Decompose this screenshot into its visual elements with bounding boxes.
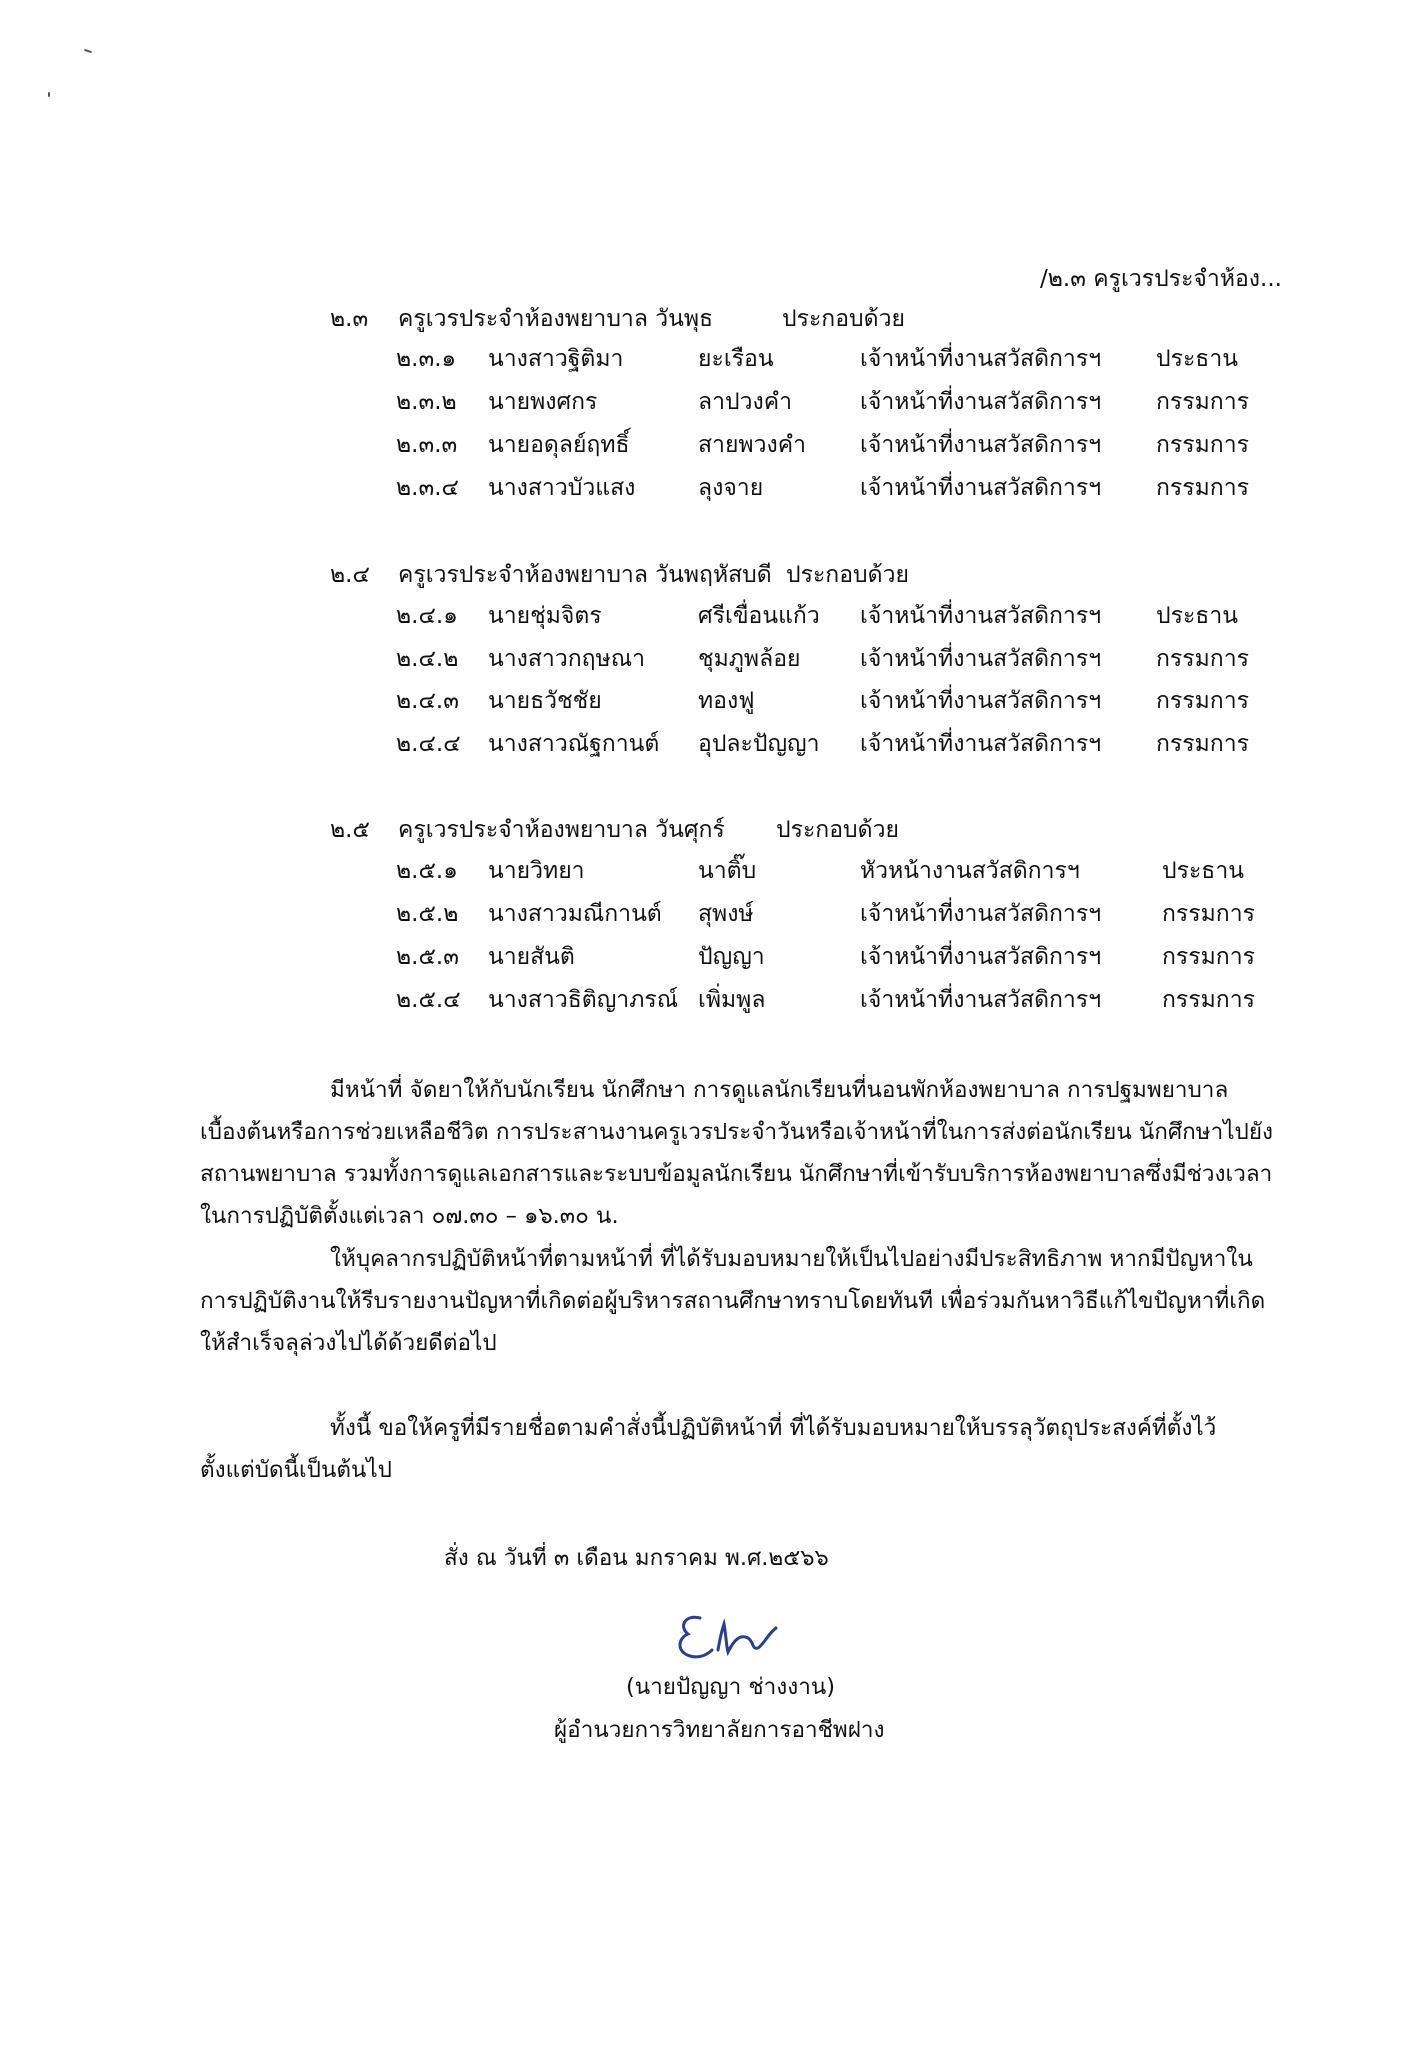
member-position: เจ้าหน้าที่งานสวัสดิการฯ: [860, 346, 1102, 372]
member-surname: ศรีเขื่อนแก้ว: [698, 603, 820, 629]
member-number: ๒.๔.๔: [396, 731, 461, 757]
member-role: ประธาน: [1162, 858, 1244, 884]
member-role: กรรมการ: [1156, 389, 1249, 415]
member-name: นายอดุลย์ฤทธิ์: [488, 432, 630, 458]
member-position: เจ้าหน้าที่งานสวัสดิการฯ: [860, 603, 1102, 629]
member-position: เจ้าหน้าที่งานสวัสดิการฯ: [860, 944, 1102, 970]
paragraph-line: ตั้งแต่บัดนี้เป็นต้นไป: [200, 1457, 392, 1483]
member-role: กรรมการ: [1162, 901, 1255, 927]
member-role: ประธาน: [1156, 346, 1238, 372]
member-position: เจ้าหน้าที่งานสวัสดิการฯ: [860, 987, 1102, 1013]
member-role: กรรมการ: [1162, 944, 1255, 970]
section-composed: ประกอบด้วย: [786, 562, 909, 588]
section-number: ๒.๕: [330, 817, 370, 843]
member-number: ๒.๕.๔: [396, 987, 461, 1013]
section-number: ๒.๓: [330, 306, 369, 332]
member-name: นายสันติ: [488, 944, 575, 970]
member-position: เจ้าหน้าที่งานสวัสดิการฯ: [860, 901, 1102, 927]
scan-speck: [48, 92, 50, 97]
member-name: นางสาวกฤษณา: [488, 646, 646, 672]
member-surname: สายพวงคำ: [698, 432, 807, 458]
member-number: ๒.๔.๓: [396, 688, 459, 714]
member-surname: ทองฟู: [698, 688, 755, 714]
member-number: ๒.๕.๑: [396, 858, 458, 884]
paragraph-line: การปฏิบัติงานให้รีบรายงานปัญหาที่เกิดต่อผู้บริหารสถานศึกษาทราบโดยทันที เพื่อร่วมกันหาวิธีแก้ไขปัญหาที่เกิด: [200, 1288, 1266, 1314]
member-name: นายวิทยา: [488, 858, 585, 884]
member-role: กรรมการ: [1156, 688, 1249, 714]
scan-speck: [84, 49, 92, 53]
section-title: ครูเวรประจำห้องพยาบาล วันพุธ: [398, 306, 714, 332]
paragraph-line: มีหน้าที่ จัดยาให้กับนักเรียน นักศึกษา การดูแลนักเรียนที่นอนพักห้องพยาบาล การปฐมพยาบาล: [330, 1077, 1229, 1103]
paragraph-line: ในการปฏิบัติตั้งแต่เวลา ๐๗.๓๐ – ๑๖.๓๐ น.: [200, 1203, 619, 1229]
paragraph-line: ให้สำเร็จลุล่วงไปได้ด้วยดีต่อไป: [200, 1330, 497, 1356]
member-role: ประธาน: [1156, 603, 1238, 629]
member-number: ๒.๓.๒: [396, 389, 457, 415]
continuation-note: /๒.๓ ครูเวรประจำห้อง...: [1040, 266, 1282, 292]
section-composed: ประกอบด้วย: [776, 817, 899, 843]
member-name: นางสาวณัฐกานต์: [488, 731, 660, 757]
member-number: ๒.๕.๒: [396, 901, 459, 927]
member-role: กรรมการ: [1156, 731, 1249, 757]
member-name: นายชุ่มจิตร: [488, 603, 602, 629]
member-position: เจ้าหน้าที่งานสวัสดิการฯ: [860, 389, 1102, 415]
member-name: นางสาวธิติญาภรณ์: [488, 987, 679, 1013]
member-surname: อุปละปัญญา: [698, 731, 820, 757]
section-composed: ประกอบด้วย: [782, 306, 905, 332]
member-name: นางสาวฐิติมา: [488, 346, 624, 372]
member-surname: ลาปวงคำ: [698, 389, 793, 415]
paragraph-line: ทั้งนี้ ขอให้ครูที่มีรายชื่อตามคำสั่งนี้ปฏิบัติหน้าที่ ที่ได้รับมอบหมายให้บรรลุวัตถุประสงค์ที่ตั้งไว้: [330, 1415, 1217, 1441]
member-position: เจ้าหน้าที่งานสวัสดิการฯ: [860, 646, 1102, 672]
member-position: เจ้าหน้าที่งานสวัสดิการฯ: [860, 475, 1102, 501]
member-number: ๒.๓.๔: [396, 475, 459, 501]
member-surname: นาติ๊บ: [698, 858, 757, 884]
member-surname: สุพงษ์: [698, 901, 754, 927]
member-number: ๒.๓.๓: [396, 432, 458, 458]
order-date: สั่ง ณ วันที่ ๓ เดือน มกราคม พ.ศ.๒๕๖๖: [444, 1545, 829, 1571]
member-number: ๒.๕.๓: [396, 944, 459, 970]
section-number: ๒.๔: [330, 562, 370, 588]
member-role: กรรมการ: [1156, 432, 1249, 458]
signatory-title: ผู้อำนวยการวิทยาลัยการอาชีพฝาง: [554, 1717, 885, 1743]
section-title: ครูเวรประจำห้องพยาบาล วันศุกร์: [398, 817, 725, 843]
section-title: ครูเวรประจำห้องพยาบาล วันพฤหัสบดี: [398, 562, 772, 588]
paragraph-line: ให้บุคลากรปฏิบัติหน้าที่ตามหน้าที่ ที่ได้รับมอบหมายให้เป็นไปอย่างมีประสิทธิภาพ หากมีปัญหาใน: [330, 1246, 1253, 1272]
member-surname: ปัญญา: [698, 944, 765, 970]
paragraph-line: เบื้องต้นหรือการช่วยเหลือชีวิต การประสานงานครูเวรประจำวันหรือเจ้าหน้าที่ในการส่งต่อนักเรียน นักศึกษาไปยัง: [200, 1119, 1274, 1145]
signatory-name: (นายปัญญา ช่างงาน): [626, 1674, 836, 1700]
member-surname: ยะเรือน: [698, 346, 774, 372]
member-position: เจ้าหน้าที่งานสวัสดิการฯ: [860, 731, 1102, 757]
paragraph-line: สถานพยาบาล รวมทั้งการดูแลเอกสารและระบบข้อมูลนักเรียน นักศึกษาที่เข้ารับบริการห้องพยาบาลซึ่งมีช่วงเวลา: [200, 1161, 1273, 1187]
member-number: ๒.๔.๑: [396, 603, 458, 629]
member-position: เจ้าหน้าที่งานสวัสดิการฯ: [860, 432, 1102, 458]
member-role: กรรมการ: [1156, 475, 1249, 501]
member-number: ๒.๓.๑: [396, 346, 457, 372]
member-number: ๒.๔.๒: [396, 646, 459, 672]
member-name: นางสาวมณีกานต์: [488, 901, 662, 927]
member-position: หัวหน้างานสวัสดิการฯ: [860, 858, 1080, 884]
member-surname: ชุมภูพล้อย: [698, 646, 801, 672]
member-name: นางสาวบัวแสง: [488, 475, 636, 501]
member-role: กรรมการ: [1156, 646, 1249, 672]
member-name: นายธวัชชัย: [488, 688, 602, 714]
member-name: นายพงศกร: [488, 389, 598, 415]
member-position: เจ้าหน้าที่งานสวัสดิการฯ: [860, 688, 1102, 714]
member-surname: เพิ่มพูล: [698, 987, 766, 1013]
handwritten-signature: [668, 1604, 788, 1674]
member-surname: ลุงจาย: [698, 475, 764, 501]
member-role: กรรมการ: [1162, 987, 1255, 1013]
